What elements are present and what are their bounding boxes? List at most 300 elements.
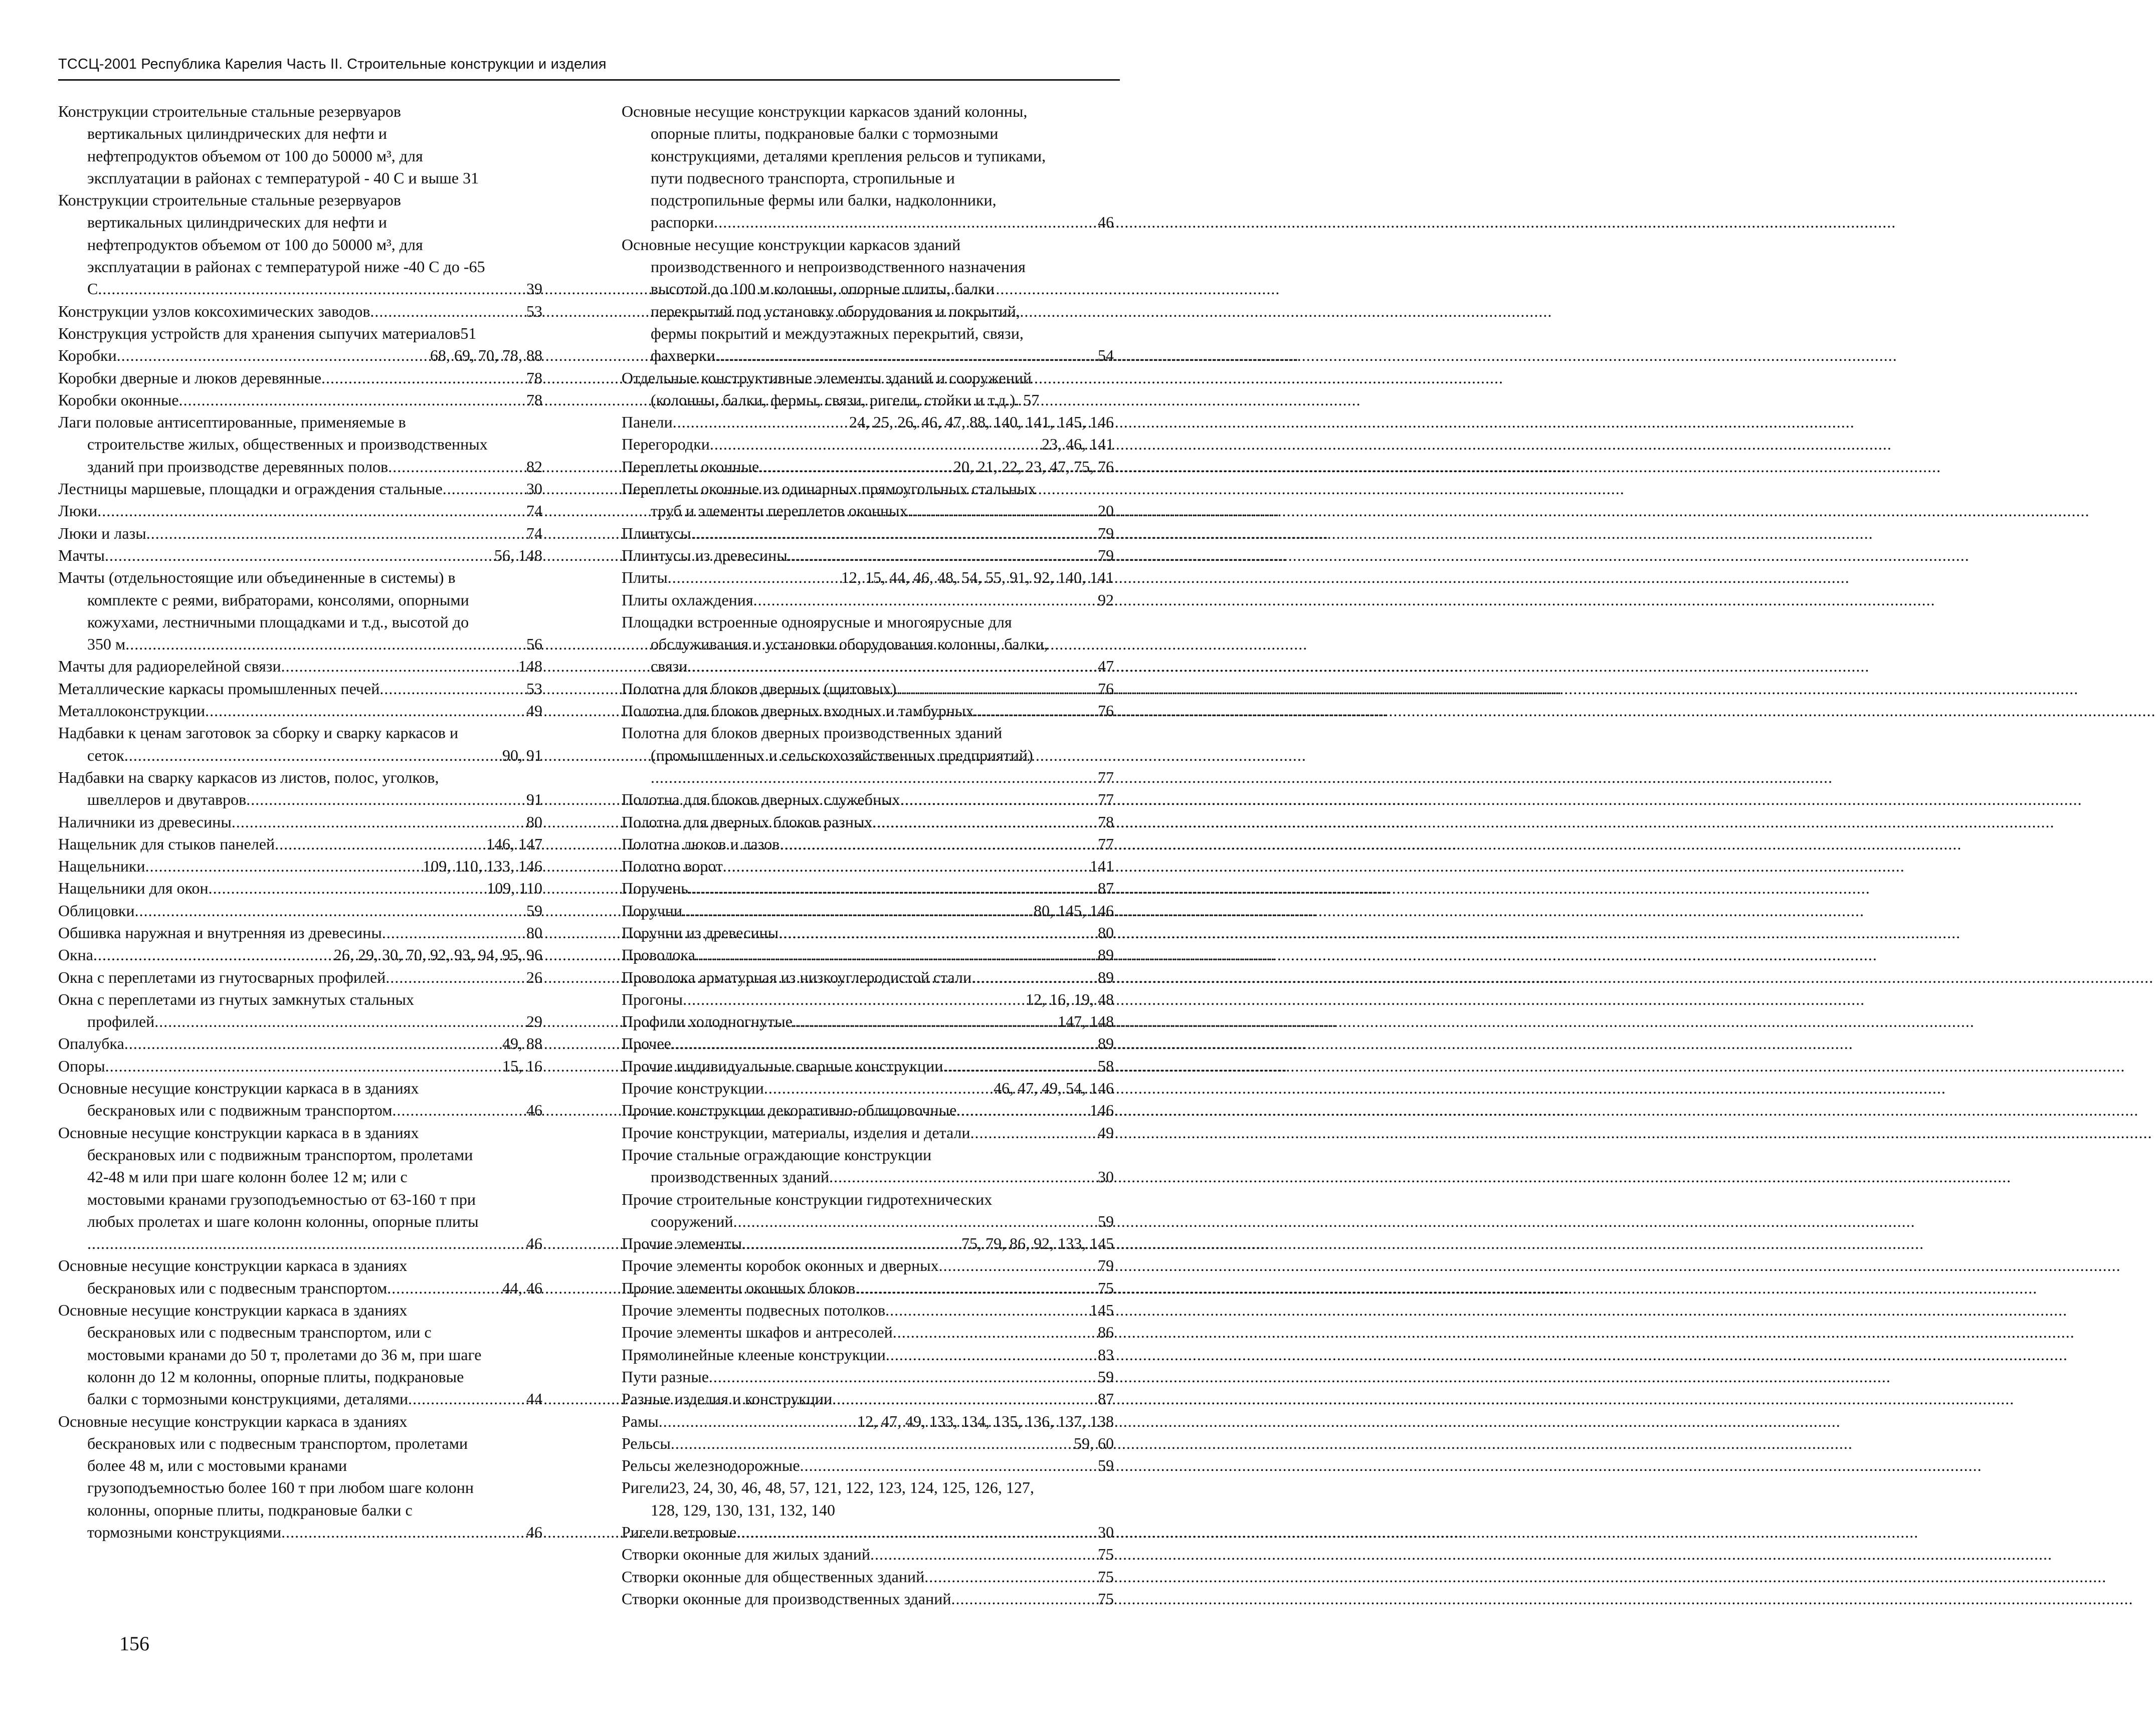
- index-entry-text: Поручни: [622, 901, 683, 920]
- index-entry-text: Переплеты оконные из одинарных прямоугольных стальных: [622, 480, 1036, 498]
- index-entry: [622, 1454, 1114, 1476]
- dot-leader: [764, 1077, 994, 1099]
- index-entry: [622, 833, 1114, 855]
- index-entry-text: Отдельные конструктивные элементы зданий и сооружений: [622, 368, 1032, 387]
- index-entry-line: [58, 678, 542, 700]
- index-entry-text: сеток: [87, 746, 124, 764]
- index-entry-pages: 54: [1098, 346, 1114, 365]
- index-entry: [58, 700, 542, 722]
- index-entry-pages: 78: [526, 368, 542, 387]
- dot-leader: [715, 344, 1098, 366]
- index-entry-text: опорные плиты, подкрановые балки с тормозными: [651, 124, 999, 143]
- index-entry-line: [622, 344, 1114, 366]
- index-entry-pages: 53: [526, 302, 542, 320]
- index-entry-text: Полотна для блоков дверных входных и тамбурных: [622, 702, 974, 720]
- dot-leader: [956, 1099, 1090, 1121]
- index-entry-text: любых пролетах и шаге колонн колонны, опорные плиты: [87, 1212, 479, 1230]
- index-entry-line: [58, 100, 542, 122]
- index-entry: [622, 100, 1114, 234]
- index-entry-line: [622, 811, 1114, 833]
- running-header: ТССЦ-2001 Республика Карелия Часть II. Строительные конструкции и изделия: [58, 56, 607, 72]
- index-entry: [622, 544, 1114, 566]
- index-entry-pages: 75: [1098, 1278, 1114, 1297]
- index-entry-pages: 68, 69, 70, 78, 88: [430, 346, 542, 365]
- index-entry-pages: 79: [1098, 524, 1114, 542]
- index-entry-line: [58, 1099, 542, 1121]
- index-entry-line: [58, 1144, 542, 1166]
- index-entry-line: [622, 1499, 1114, 1521]
- index-entry-line: [622, 678, 1114, 700]
- index-entry: [58, 988, 542, 1033]
- index-entry-line: [58, 922, 542, 944]
- index-entry-line: [58, 478, 542, 500]
- index-entry-line: [58, 322, 542, 344]
- dot-leader: [388, 456, 526, 478]
- index-entry: [58, 944, 542, 966]
- index-entry: [622, 1476, 1114, 1521]
- index-entry-pages: 141: [1090, 857, 1114, 876]
- index-entry-pages: 80: [1098, 923, 1114, 942]
- index-entry: [58, 811, 542, 833]
- index-entry-line: [58, 722, 542, 744]
- index-entry-line: [622, 1344, 1114, 1366]
- index-entry: [622, 367, 1114, 411]
- index-entry-line: [58, 766, 542, 788]
- index-entry: [58, 1299, 542, 1410]
- index-entry-text: грузоподъемностью более 160 т при любом шаге колонн: [87, 1478, 474, 1497]
- index-entry-text: Основные несущие конструкции каркаса в зданиях: [58, 1301, 408, 1320]
- index-entry-pages: 15, 16: [502, 1056, 542, 1075]
- index-entry-line: [58, 566, 542, 588]
- index-entry-line: [58, 1254, 542, 1276]
- index-entry-text: профилей: [87, 1012, 155, 1031]
- index-entry: [58, 1410, 542, 1544]
- index-entry: [58, 566, 542, 655]
- index-entry-pages: 77: [1098, 834, 1114, 853]
- index-entry-pages: 146: [1090, 1101, 1114, 1120]
- index-entry: [622, 988, 1114, 1010]
- index-entry-line: [58, 633, 542, 655]
- index-entry: [58, 900, 542, 922]
- index-entry-line: [622, 100, 1114, 122]
- dot-leader: [382, 922, 526, 944]
- index-entry-pages: 29: [526, 1012, 542, 1031]
- index-entry-line: [622, 1122, 1114, 1144]
- index-entry-text: бескрановых или с подвижным транспортом: [87, 1101, 393, 1120]
- index-entry-line: [622, 589, 1114, 611]
- dot-leader: [733, 1210, 1098, 1232]
- index-entry-text: Прочее: [622, 1034, 671, 1053]
- index-entry: [622, 855, 1114, 877]
- index-entry-text: Нащельник для стыков панелей: [58, 834, 275, 853]
- index-entry: [622, 411, 1114, 433]
- index-entry-text: Основные несущие конструкции каркаса в зданиях: [58, 1412, 408, 1430]
- index-entry-pages: 76: [1098, 679, 1114, 698]
- dot-leader: [671, 1032, 1098, 1054]
- index-entry-text: Прочие элементы шкафов и антресолей: [622, 1323, 893, 1342]
- dot-leader: [688, 877, 1098, 899]
- index-entry-text: Разные изделия и конструкции: [622, 1390, 833, 1408]
- index-entry-pages: 77: [1098, 790, 1114, 809]
- index-entry-text: вертикальных цилиндрических для нефти и: [87, 213, 387, 232]
- index-entry-text: Панели: [622, 413, 673, 431]
- index-entry-pages: 56: [526, 635, 542, 654]
- index-entry-text: 128, 129, 130, 131, 132, 140: [651, 1500, 835, 1519]
- dot-leader: [671, 1432, 1074, 1454]
- dot-leader: [924, 1566, 1098, 1588]
- index-entry: [622, 478, 1114, 522]
- index-entry-line: [622, 167, 1114, 189]
- index-entry: [622, 1010, 1114, 1032]
- index-entry-text: Ригели23, 24, 30, 46, 48, 57, 121, 122, 123, 124, 125, 126, 127,: [622, 1478, 1034, 1497]
- index-entry-line: [622, 988, 1114, 1010]
- index-entry-text: Окна с переплетами из гнутых замкнутых стальных: [58, 990, 414, 1008]
- index-entry-pages: 24, 25, 26, 46, 47, 88, 140, 141, 145, 146: [849, 413, 1114, 431]
- index-entry-line: [622, 300, 1114, 322]
- index-entry-pages: 75: [1098, 1545, 1114, 1564]
- dot-leader: [97, 500, 526, 522]
- dot-leader: [710, 433, 1042, 455]
- index-entry-text: более 48 м, или с мостовыми кранами: [87, 1456, 347, 1475]
- dot-leader: [93, 944, 334, 966]
- index-entry-line: [622, 877, 1114, 899]
- index-entry-line: [622, 122, 1114, 144]
- index-entry-line: [622, 1321, 1114, 1343]
- index-entry-text: Лаги половые антисептированные, применяемые в: [58, 413, 406, 431]
- index-entry-text: Конструкции строительные стальные резервуаров: [58, 102, 402, 120]
- dot-leader: [709, 1366, 1098, 1388]
- index-entry-pages: 46: [1098, 213, 1114, 232]
- index-column-left: [58, 100, 542, 1543]
- index-entry-line: [622, 611, 1114, 633]
- index-entry-text: Надбавки на сварку каркасов из листов, полос, уголков,: [58, 768, 439, 786]
- index-entry-line: [622, 1588, 1114, 1610]
- index-entry-pages: 12, 15, 44, 46, 48, 54, 55, 91, 92, 140, 141: [841, 568, 1114, 587]
- dot-leader: [759, 456, 953, 478]
- index-entry: [622, 522, 1114, 544]
- index-entry-text: Проволока: [622, 946, 695, 964]
- index-entry-text: Полотна для блоков дверных (щитовых): [622, 679, 897, 698]
- index-entry-line: [622, 1366, 1114, 1388]
- dot-leader: [125, 633, 526, 655]
- index-entry-text: Створки оконные для жилых зданий: [622, 1545, 870, 1564]
- index-entry-line: [622, 1010, 1114, 1032]
- index-entry: [58, 1032, 542, 1054]
- dot-leader: [232, 811, 526, 833]
- index-entry: [622, 678, 1114, 700]
- index-entry-line: [622, 1188, 1114, 1210]
- index-entry-line: [58, 1232, 542, 1254]
- dot-leader: [146, 522, 526, 544]
- index-entry-line: [58, 788, 542, 810]
- index-entry-text: (промышленных и сельскохозяйственных предприятий): [651, 746, 1033, 764]
- dot-leader: [939, 1254, 1098, 1276]
- index-entry-line: [58, 700, 542, 722]
- index-entry-line: [622, 211, 1114, 233]
- index-entry: [58, 877, 542, 899]
- index-entry-pages: 59: [526, 901, 542, 920]
- index-entry-line: [58, 1010, 542, 1032]
- index-entry: [622, 1321, 1114, 1343]
- index-entry-line: [58, 1321, 542, 1343]
- index-entry-text: конструкциями, деталями крепления рельсов и тупиками,: [651, 146, 1046, 165]
- index-entry-text: тормозными конструкциями: [87, 1523, 282, 1541]
- index-entry-pages: 44, 46: [502, 1278, 542, 1297]
- index-entry-text: Коробки оконные: [58, 390, 179, 409]
- index-entry-text: мостовыми кранами грузоподъемностью от 63-160 т при: [87, 1190, 476, 1208]
- index-entry: [622, 788, 1114, 810]
- index-entry-text: Рельсы: [622, 1434, 671, 1452]
- index-entry: [58, 966, 542, 988]
- index-entry: [622, 722, 1114, 788]
- index-entry-text: Надбавки к ценам заготовок за сборку и сварку каркасов и: [58, 724, 459, 742]
- dot-leader: [873, 811, 1098, 833]
- index-entry-text: высотой до 100 м колонны, опорные плиты, балки: [651, 280, 995, 298]
- dot-leader: [829, 1166, 1098, 1188]
- index-entry-text: кожухами, лестничными площадками и т.д., высотой до: [87, 612, 469, 631]
- index-entry-line: [622, 500, 1114, 522]
- index-entry-line: [58, 1454, 542, 1476]
- index-entry-line: [58, 1344, 542, 1366]
- index-entry-pages: 80: [526, 812, 542, 831]
- index-entry-line: [58, 344, 542, 366]
- index-entry-text: бескрановых или с подвесным транспортом, или с: [87, 1323, 432, 1342]
- dot-leader: [98, 278, 526, 300]
- index-entry-text: зданий при производстве деревянных полов: [87, 457, 388, 476]
- index-entry-line: [58, 966, 542, 988]
- index-entry-pages: 74: [526, 502, 542, 520]
- index-entry-text: Прочие индивидуальные сварные конструкции: [622, 1056, 943, 1075]
- index-entry: [58, 478, 542, 500]
- index-entry-line: [58, 744, 542, 766]
- index-entry-line: [58, 167, 542, 189]
- index-entry-text: Конструкции узлов коксохимических заводов: [58, 302, 370, 320]
- index-entry-pages: 12, 16, 19, 48: [1026, 990, 1114, 1008]
- index-entry-line: [622, 633, 1114, 655]
- index-entry-line: [58, 833, 542, 855]
- index-entry: [622, 1588, 1114, 1610]
- index-entry-line: [58, 522, 542, 544]
- index-entry-line: [58, 1210, 542, 1232]
- index-entry: [58, 1254, 542, 1299]
- dot-leader: [870, 1543, 1098, 1565]
- index-entry-pages: 58: [1098, 1056, 1114, 1075]
- index-entry-line: [58, 811, 542, 833]
- index-entry-pages: 80, 145, 146: [1034, 901, 1114, 920]
- index-entry-pages: 79: [1098, 1256, 1114, 1275]
- index-entry-text: Мачты (отдельностоящие или объединенные в системы) в: [58, 568, 456, 587]
- dot-leader: [778, 922, 1098, 944]
- index-entry: [622, 1344, 1114, 1366]
- index-entry-text: нефтепродуктов объемом от 100 до 50000 м³, для: [87, 235, 423, 254]
- index-entry-line: [58, 234, 542, 256]
- index-entry-line: [58, 389, 542, 411]
- index-entry: [58, 100, 542, 189]
- index-entry-line: [622, 944, 1114, 966]
- index-entry-text: Люки и лазы: [58, 524, 146, 542]
- index-entry-line: [622, 234, 1114, 256]
- dot-leader: [896, 678, 1098, 700]
- index-entry-pages: 87: [1098, 1390, 1114, 1408]
- dot-leader: [793, 1010, 1058, 1032]
- index-entry: [622, 1055, 1114, 1077]
- dot-leader: [908, 500, 1098, 522]
- index-entry-line: [622, 189, 1114, 211]
- index-entry-pages: 82: [526, 457, 542, 476]
- index-entry-line: [58, 1388, 542, 1410]
- index-entry-text: пути подвесного транспорта, стропильные и: [651, 168, 955, 187]
- index-entry-text: Коробки дверные и люков деревянные: [58, 368, 322, 387]
- index-entry-line: [622, 1099, 1114, 1121]
- index-entry: [622, 1410, 1114, 1432]
- index-entry-text: Полотна для блоков дверных производственных зданий: [622, 724, 1003, 742]
- dot-leader: [683, 988, 1026, 1010]
- index-entry-pages: 59, 60: [1074, 1434, 1114, 1452]
- index-entry: [58, 189, 542, 300]
- index-entry-pages: 12, 47, 49, 133, 134, 135, 136, 137, 138: [857, 1412, 1114, 1430]
- index-entry-line: [58, 1188, 542, 1210]
- index-entry-text: Основные несущие конструкции каркасов зданий: [622, 235, 961, 254]
- dot-leader: [687, 655, 1098, 677]
- index-entry-text: Основные несущие конструкции каркаса в в зданиях: [58, 1123, 419, 1142]
- index-entry-text: Переплеты оконные: [622, 457, 759, 476]
- dot-leader: [788, 544, 1098, 566]
- index-entry: [622, 589, 1114, 611]
- index-entry-pages: 91: [526, 790, 542, 809]
- dot-leader: [970, 1122, 1098, 1144]
- index-entry-line: [58, 1366, 542, 1388]
- index-entry-line: [622, 1254, 1114, 1276]
- index-entry: [622, 234, 1114, 367]
- index-entry-pages: 90, 91: [502, 746, 542, 764]
- index-entry-line: [622, 722, 1114, 744]
- index-entry-text: Прямолинейные клееные конструкции: [622, 1345, 886, 1364]
- dot-leader: [124, 744, 502, 766]
- index-entry-text: Профили холодногнутые: [622, 1012, 793, 1031]
- index-entry-pages: 74: [526, 524, 542, 542]
- dot-leader: [145, 855, 423, 877]
- index-entry-line: [622, 566, 1114, 588]
- dot-leader: [154, 1010, 526, 1032]
- dot-leader: [723, 855, 1090, 877]
- index-entry: [58, 1077, 542, 1122]
- dot-leader: [682, 900, 1034, 922]
- index-entry: [622, 611, 1114, 678]
- index-entry: [622, 1077, 1114, 1099]
- dot-leader: [205, 700, 526, 722]
- index-entry-text: Створки оконные для общественных зданий: [622, 1567, 925, 1586]
- index-entry-line: [622, 922, 1114, 944]
- index-entry: [622, 1032, 1114, 1054]
- index-entry-text: производственного и непроизводственного назначения: [651, 258, 1026, 276]
- index-entry-text: Прочие элементы оконных блоков: [622, 1278, 856, 1297]
- dot-leader: [281, 655, 518, 677]
- index-entry-text: распорки: [651, 213, 714, 232]
- index-entry-pages: 78: [1098, 812, 1114, 831]
- index-entry-text: Прогоны: [622, 990, 683, 1008]
- index-entry-line: [622, 544, 1114, 566]
- index-entry: [58, 300, 542, 322]
- index-entry-line: [622, 1410, 1114, 1432]
- index-entry-text: Основные несущие конструкции каркасов зданий колонны,: [622, 102, 1028, 120]
- index-entry-text: Опалубка: [58, 1034, 124, 1053]
- index-entry-text: Облицовки: [58, 901, 135, 920]
- index-entry-text: Поручень: [622, 879, 688, 898]
- index-entry: [622, 1254, 1114, 1276]
- index-entry-text: перекрытий под установку оборудования и покрытий,: [651, 302, 1020, 320]
- index-entry-pages: 26, 29, 30, 70, 92, 93, 94, 95, 96: [334, 946, 542, 964]
- index-entry-text: комплекте с реями, вибраторами, консолями, опорными: [87, 590, 469, 609]
- index-entry-line: [622, 411, 1114, 433]
- dot-leader: [392, 1099, 526, 1121]
- dot-leader: [443, 478, 526, 500]
- index-entry-text: Плиты охлаждения: [622, 590, 753, 609]
- index-entry-line: [58, 855, 542, 877]
- index-entry-text: обслуживания и установки оборудования колонны, балки,: [651, 635, 1048, 654]
- index-entry-pages: 59: [1098, 1212, 1114, 1230]
- index-entry-line: [58, 500, 542, 522]
- dot-leader: [246, 788, 526, 810]
- index-entry-text: Прочие конструкции, материалы, изделия и детали: [622, 1123, 970, 1142]
- index-entry-line: [58, 1166, 542, 1188]
- index-entry: [622, 433, 1114, 455]
- dot-leader: [379, 678, 526, 700]
- index-entry-line: [58, 1432, 542, 1454]
- index-entry-line: [58, 433, 542, 455]
- index-entry-text: Опоры: [58, 1056, 105, 1075]
- index-entry-text: Прочие стальные ограждающие конструкции: [622, 1145, 932, 1164]
- index-entry-line: [622, 478, 1114, 500]
- index-entry-line: [622, 367, 1114, 389]
- index-entry-text: Мачты для радиорелейной связи: [58, 657, 281, 676]
- index-entry-line: [622, 1210, 1114, 1232]
- index-entry-line: [622, 833, 1114, 855]
- index-entry-pages: 23, 46, 141: [1042, 435, 1114, 454]
- index-entry-text: Перегородки: [622, 435, 710, 454]
- index-entry-pages: 146, 147: [486, 834, 542, 853]
- index-entry-text: подстропильные фермы или балки, надколонники,: [651, 191, 997, 209]
- index-entry: [58, 344, 542, 366]
- index-entry: [58, 766, 542, 811]
- index-entry-text: Пути разные: [622, 1367, 709, 1386]
- dot-leader: [651, 766, 1098, 788]
- dot-leader: [971, 966, 1098, 988]
- index-entry: [622, 1188, 1114, 1233]
- index-entry-line: [58, 611, 542, 633]
- index-entry: [622, 1366, 1114, 1388]
- index-entry-text: Наличники из древесины: [58, 812, 232, 831]
- index-entry-line: [622, 788, 1114, 810]
- index-entry-line: [58, 1476, 542, 1498]
- index-entry-line: [58, 900, 542, 922]
- index-entry-line: [58, 122, 542, 144]
- index-entry-text: бескрановых или с подвесным транспортом: [87, 1278, 387, 1297]
- index-entry-text: бескрановых или с подвесным транспортом, пролетами: [87, 1434, 468, 1452]
- dot-leader: [179, 389, 526, 411]
- index-entry: [58, 411, 542, 478]
- index-entry-text: фахверки: [651, 346, 715, 365]
- index-entry-line: [622, 1055, 1114, 1077]
- index-entry-pages: 49: [526, 702, 542, 720]
- index-entry-text: Прочие конструкции декоративно-облицовочные: [622, 1101, 957, 1120]
- index-entry: [622, 1388, 1114, 1410]
- dot-leader: [281, 1521, 526, 1543]
- index-entry-pages: 30: [1098, 1168, 1114, 1186]
- index-entry-text: Проволока арматурная из низкоуглеродистой стали: [622, 968, 972, 986]
- dot-leader: [673, 411, 849, 433]
- index-entry: [58, 322, 542, 344]
- index-entry-text: Прочие элементы подвесных потолков: [622, 1301, 886, 1320]
